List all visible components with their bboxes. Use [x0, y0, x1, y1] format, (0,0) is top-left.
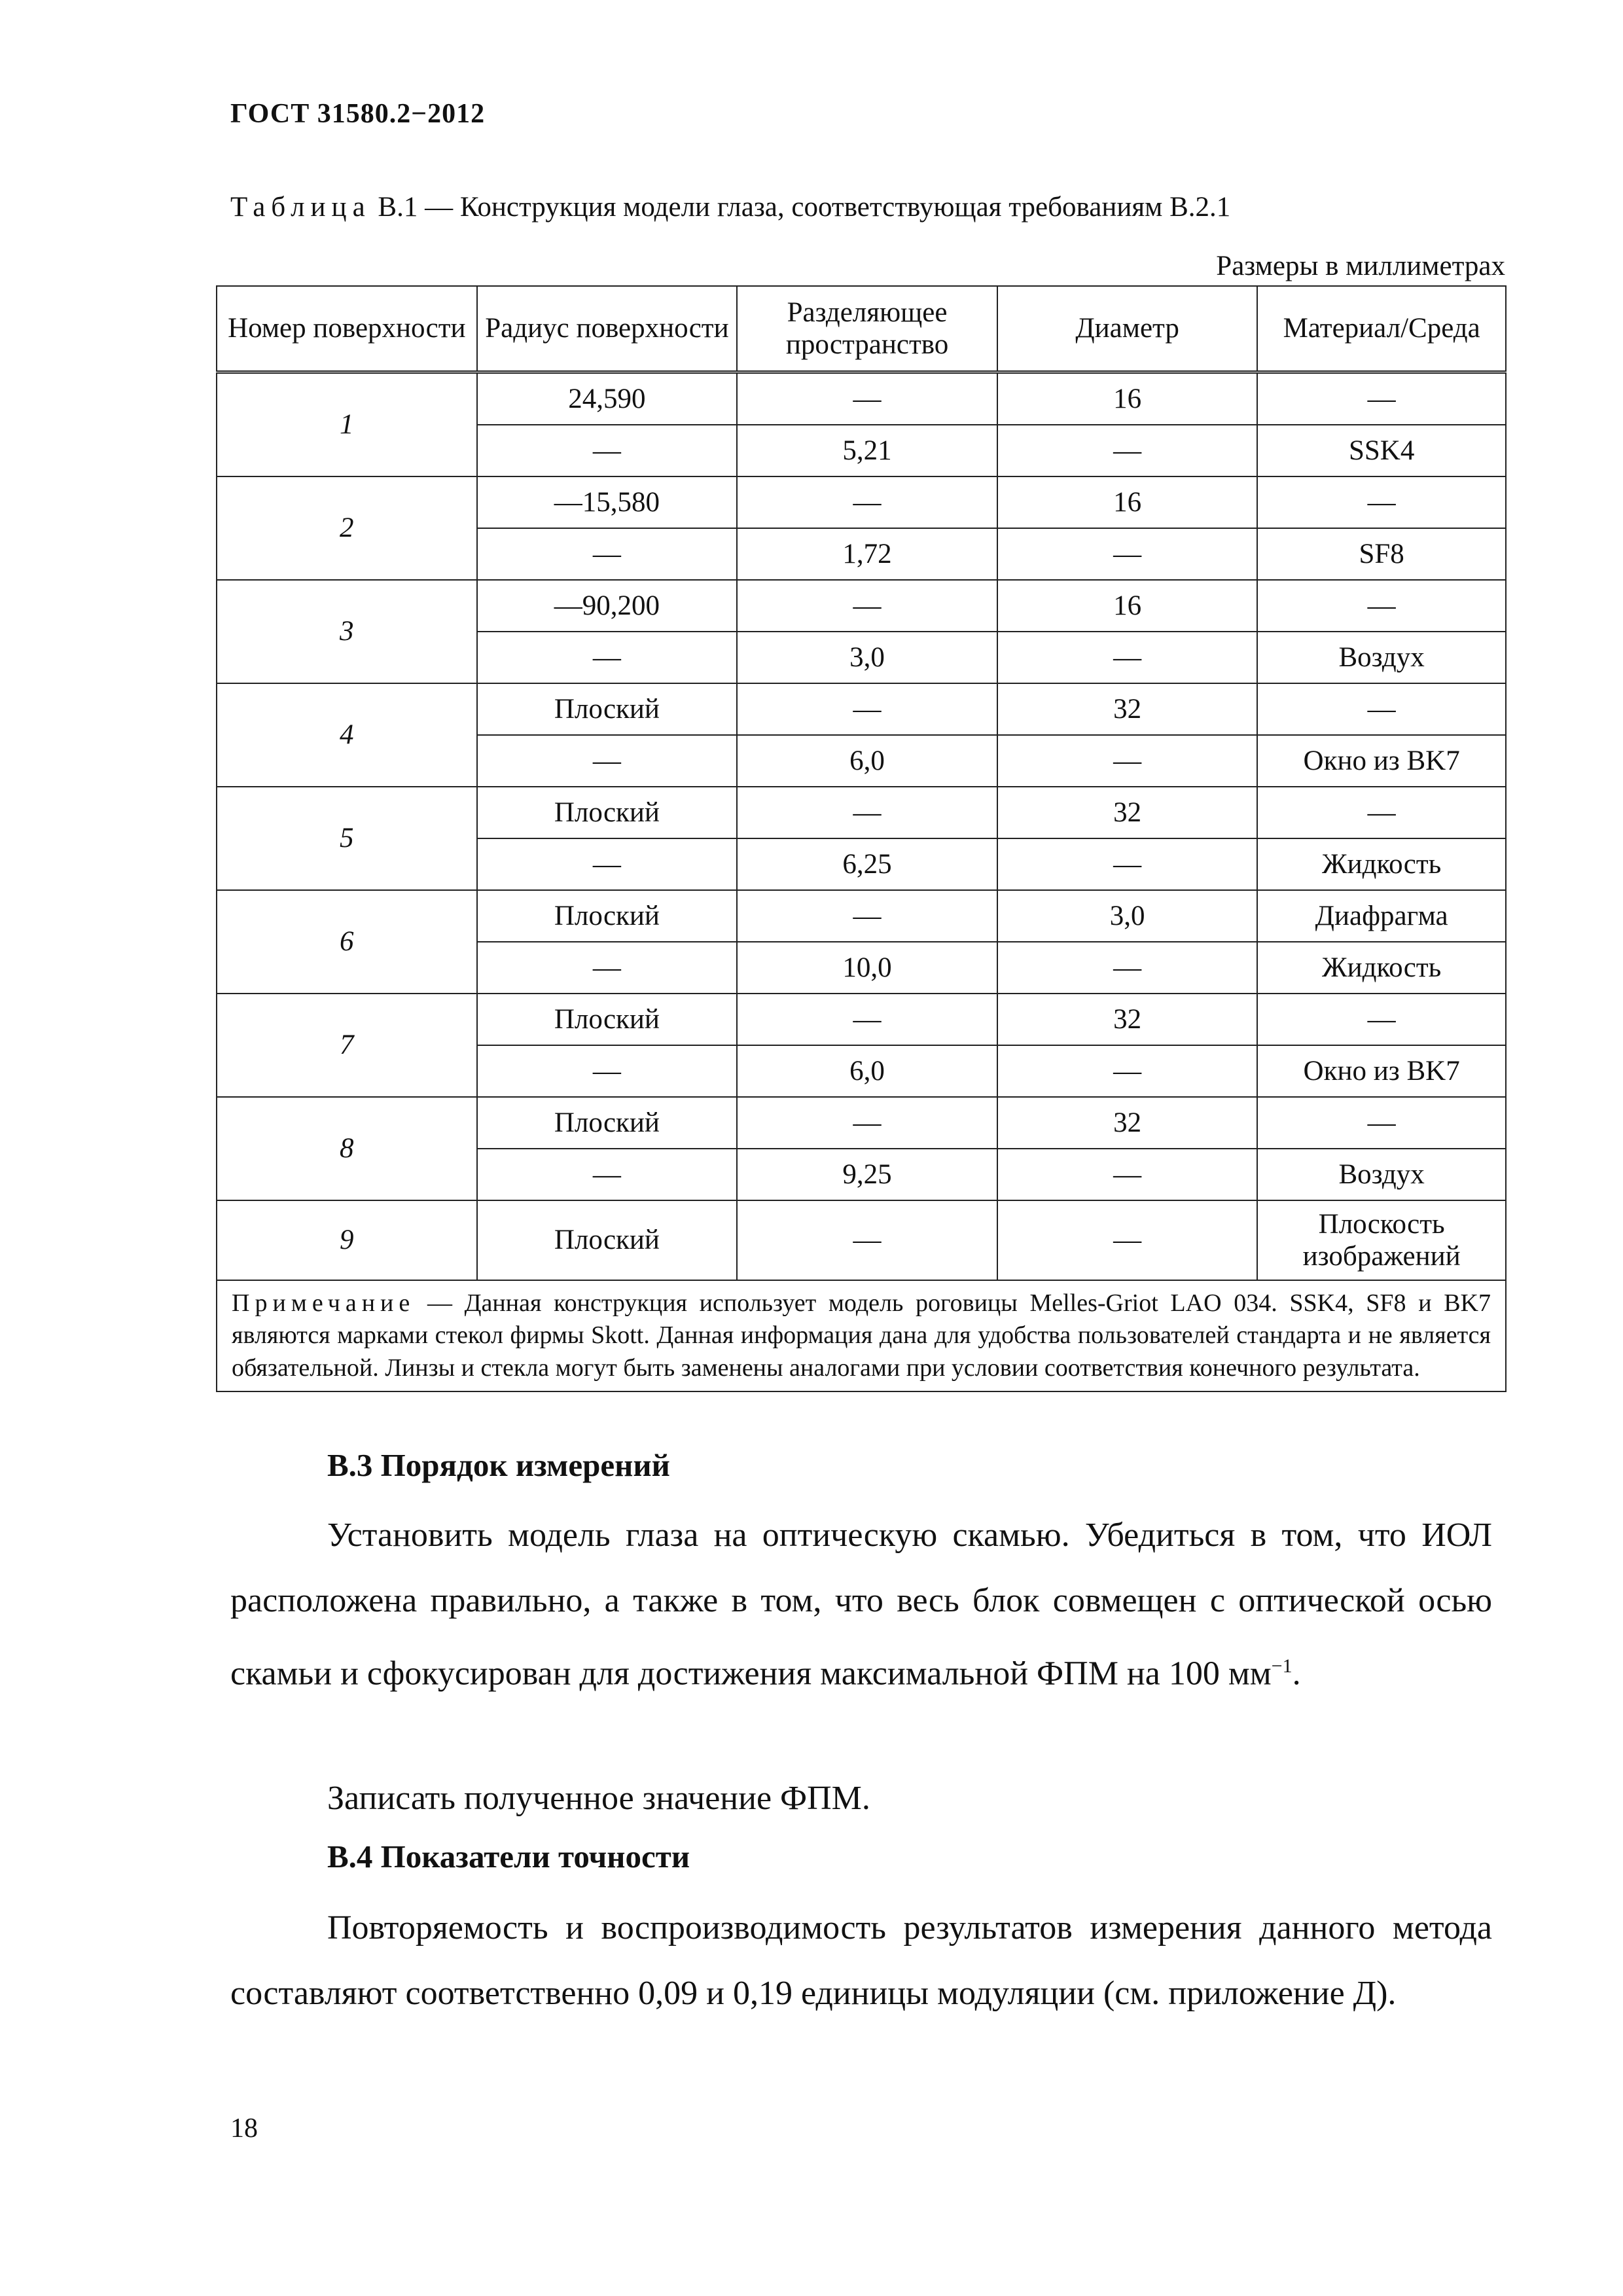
cell-spacing: — [737, 476, 997, 528]
cell-radius: Плоский [477, 683, 738, 735]
section-b3-paragraph-1-end: . [1292, 1655, 1301, 1693]
header-diameter: Диаметр [997, 286, 1257, 372]
table-row [217, 1097, 1506, 1149]
cell-material: — [1257, 372, 1506, 425]
cell-radius: — [477, 942, 738, 994]
header-radius: Радиус поверхности [477, 286, 738, 372]
cell-diameter: 16 [997, 372, 1257, 425]
cell-spacing: — [737, 787, 997, 838]
cell-radius: — [477, 425, 738, 476]
cell-diameter: — [997, 838, 1257, 890]
cell-diameter: 32 [997, 1097, 1257, 1149]
table-caption [230, 191, 1230, 223]
cell-diameter: — [997, 528, 1257, 580]
page-number: 18 [230, 2113, 258, 2144]
note-label: Примечание [232, 1289, 416, 1317]
cell-radius: Плоский [477, 994, 738, 1045]
cell-diameter: — [997, 735, 1257, 787]
surface-number: 6 [217, 890, 477, 994]
section-b3-paragraph-2-text: Записать полученное значение ФПМ. [327, 1780, 870, 1817]
cell-radius: Плоский [477, 1200, 738, 1280]
table-note [217, 1280, 1506, 1391]
cell-spacing: 3,0 [737, 632, 997, 683]
cell-diameter: — [997, 425, 1257, 476]
section-b3-paragraph-1 [230, 1503, 1492, 1706]
table-body [217, 372, 1506, 1392]
cell-spacing: 6,0 [737, 735, 997, 787]
cell-material: — [1257, 994, 1506, 1045]
table-row [217, 890, 1506, 942]
table-note-row [217, 1280, 1506, 1391]
section-b3-paragraph-1-text: Установить модель глаза на оптическую скамью. Убедиться в том, что ИОЛ расположена правильно, а также в том, что весь блок совмещен с оптической осью скамьи и сфокусирован для достижения максимальной ФПМ на 100 мм [230, 1516, 1492, 1693]
surface-number: 8 [217, 1097, 477, 1200]
cell-material: Воздух [1257, 632, 1506, 683]
header-spacing: Разделяющее пространство [737, 286, 997, 372]
surface-number: 4 [217, 683, 477, 787]
eye-model-table [216, 285, 1507, 1392]
table-row [217, 994, 1506, 1045]
cell-material: — [1257, 1097, 1506, 1149]
cell-spacing: — [737, 890, 997, 942]
surface-number: 3 [217, 580, 477, 683]
cell-diameter: — [997, 942, 1257, 994]
cell-material: — [1257, 580, 1506, 632]
table-row [217, 476, 1506, 528]
table-row [217, 1200, 1506, 1280]
section-b4-title: B.4 Показатели точности [327, 1839, 690, 1874]
cell-spacing: — [737, 372, 997, 425]
cell-material: — [1257, 787, 1506, 838]
standard-code: ГОСТ 31580.2−2012 [230, 99, 486, 129]
table-row [217, 787, 1506, 838]
surface-number: 7 [217, 994, 477, 1097]
table-caption-prefix: Таблица [230, 192, 371, 223]
cell-spacing: — [737, 1200, 997, 1280]
cell-diameter: — [997, 1149, 1257, 1200]
note-text: — Данная конструкция использует модель роговицы Melles-Griot LAO 034. SSK4, SF8 и BK7 являются марками стекол фирмы Skott. Данная информация дана для удобства пользователей стандарта и не является обязательной. Линзы и стекла могут быть заменены аналогами при условии соответствия конечного результата. [232, 1289, 1491, 1382]
header-surface-number: Номер поверхности [217, 286, 477, 372]
table-caption-text: B.1 — Конструкция модели глаза, соответствующая требованиям B.2.1 [378, 192, 1231, 223]
header-material: Материал/Среда [1257, 286, 1506, 372]
table-header-row [217, 286, 1506, 372]
cell-radius: — [477, 838, 738, 890]
unit-exponent: −1 [1271, 1655, 1293, 1677]
cell-material: — [1257, 683, 1506, 735]
cell-radius: Плоский [477, 890, 738, 942]
cell-diameter: — [997, 1045, 1257, 1097]
cell-radius: Плоский [477, 787, 738, 838]
cell-material: Окно из BK7 [1257, 735, 1506, 787]
cell-radius: 24,590 [477, 372, 738, 425]
cell-spacing: 6,0 [737, 1045, 997, 1097]
cell-spacing: — [737, 1097, 997, 1149]
table-row [217, 372, 1506, 425]
surface-number: 2 [217, 476, 477, 580]
cell-diameter: 16 [997, 476, 1257, 528]
cell-spacing: 9,25 [737, 1149, 997, 1200]
cell-radius: — [477, 1149, 738, 1200]
table-units-note: Размеры в миллиметрах [1216, 251, 1505, 281]
cell-diameter: — [997, 1200, 1257, 1280]
cell-diameter: 32 [997, 787, 1257, 838]
cell-diameter: 32 [997, 683, 1257, 735]
cell-radius: Плоский [477, 1097, 738, 1149]
cell-material: SF8 [1257, 528, 1506, 580]
cell-diameter: 32 [997, 994, 1257, 1045]
cell-material: Жидкость [1257, 942, 1506, 994]
cell-material: SSK4 [1257, 425, 1506, 476]
cell-radius: — [477, 528, 738, 580]
cell-spacing: 10,0 [737, 942, 997, 994]
section-b3-title: B.3 Порядок измерений [327, 1447, 670, 1483]
cell-material: Воздух [1257, 1149, 1506, 1200]
cell-spacing: — [737, 580, 997, 632]
cell-material: — [1257, 476, 1506, 528]
cell-radius: —15,580 [477, 476, 738, 528]
cell-radius: — [477, 735, 738, 787]
surface-number: 5 [217, 787, 477, 890]
cell-spacing: 1,72 [737, 528, 997, 580]
section-b3-paragraph-2 [230, 1766, 1492, 1831]
cell-material: Диафрагма [1257, 890, 1506, 942]
surface-number: 9 [217, 1200, 477, 1280]
table-row [217, 683, 1506, 735]
section-b4-paragraph [230, 1895, 1492, 2026]
surface-number: 1 [217, 372, 477, 477]
cell-spacing: — [737, 683, 997, 735]
cell-diameter: — [997, 632, 1257, 683]
cell-diameter: 16 [997, 580, 1257, 632]
cell-radius: — [477, 632, 738, 683]
cell-material: Плоскость изображений [1257, 1200, 1506, 1280]
table-row [217, 580, 1506, 632]
section-b4-paragraph-text: Повторяемость и воспроизводимость результатов измерения данного метода составляют соответственно 0,09 и 0,19 единицы модуляции (см. приложение Д). [230, 1909, 1492, 2012]
cell-radius: — [477, 1045, 738, 1097]
cell-spacing: — [737, 994, 997, 1045]
cell-material: Окно из BK7 [1257, 1045, 1506, 1097]
cell-radius: —90,200 [477, 580, 738, 632]
cell-spacing: 6,25 [737, 838, 997, 890]
cell-material: Жидкость [1257, 838, 1506, 890]
cell-diameter: 3,0 [997, 890, 1257, 942]
cell-spacing: 5,21 [737, 425, 997, 476]
